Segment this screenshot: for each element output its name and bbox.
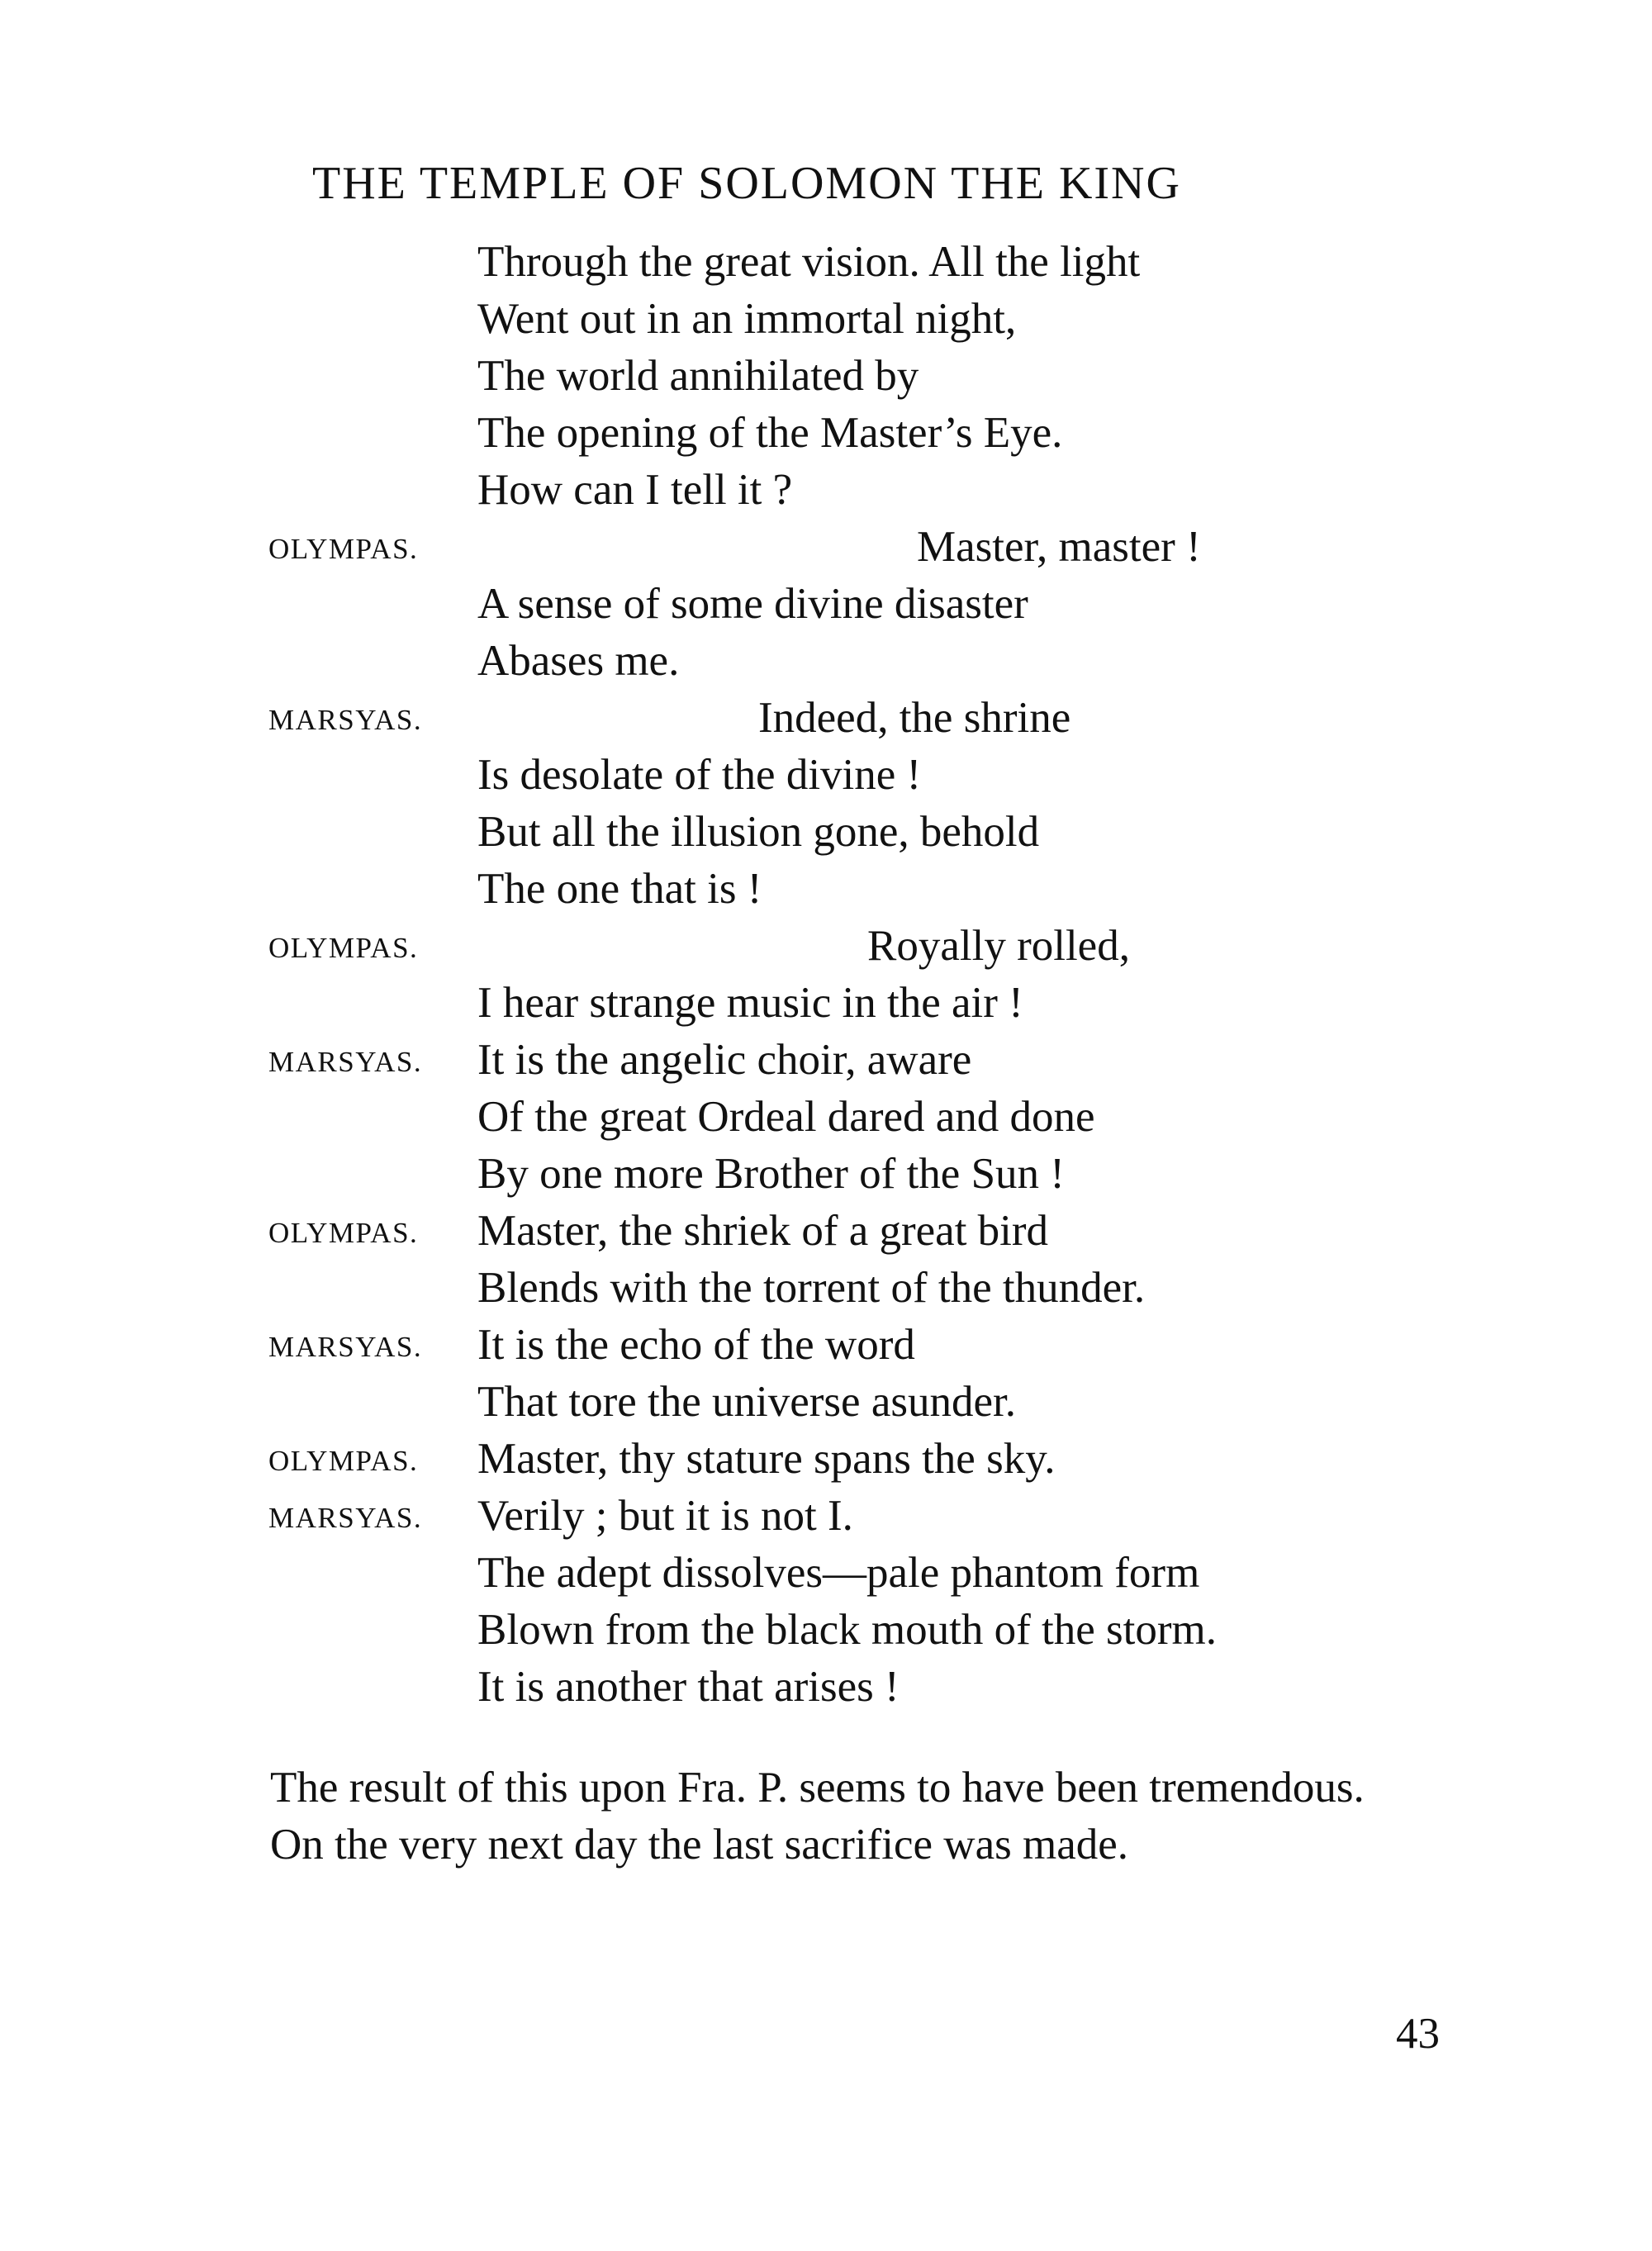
verse-text: It is another that arises ! [477,1663,900,1711]
prose-paragraph: The result of this upon Fra. P. seems to have been tremendous. [270,1764,1365,1812]
verse-text: Indeed, the shrine [758,694,1071,742]
speaker-name: OLYMPAS. [268,1445,419,1477]
verse-line [0,861,1652,918]
verse-text: But all the illusion gone, behold [477,808,1040,856]
verse-text: Blends with the torrent of the thunder. [477,1264,1146,1312]
verse-text: That tore the universe asunder. [477,1378,1016,1426]
verse-line [0,1089,1652,1146]
verse-text: Through the great vision. All the light [477,238,1141,286]
verse-line [0,747,1652,804]
verse-text: The world annihilated by [477,352,919,400]
verse-line [0,1602,1652,1659]
verse-line [0,405,1652,462]
verse-line [0,1431,1652,1488]
verse-line [0,633,1652,690]
speaker-name: MARSYAS. [268,1046,423,1078]
speaker-name: MARSYAS. [268,1331,423,1363]
verse-text: The opening of the Master’s Eye. [477,409,1063,457]
verse-line [0,1659,1652,1716]
speaker-name: OLYMPAS. [268,533,419,565]
verse-line [0,975,1652,1032]
prose-paragraph: On the very next day the last sacrifice was made. [270,1821,1128,1869]
verse-line [0,1488,1652,1545]
speaker-name: OLYMPAS. [268,932,419,964]
verse-line [0,1260,1652,1317]
verse-line [0,1146,1652,1203]
speaker-name: MARSYAS. [268,1502,423,1534]
verse-text: It is the angelic choir, aware [477,1036,972,1084]
speaker-name: MARSYAS. [268,704,423,736]
running-head: THE TEMPLE OF SOLOMON THE KING [312,158,1181,209]
verse-line [0,918,1652,975]
verse-line [0,690,1652,747]
verse-text: A sense of some divine disaster [477,580,1028,628]
verse-text: How can I tell it ? [477,466,793,514]
verse-line [0,1317,1652,1374]
verse-text: Verily ; but it is not I. [477,1492,853,1540]
prose-body [202,1759,1450,1873]
verse-text: Is desolate of the divine ! [477,751,922,799]
verse-line [0,1203,1652,1260]
verse-text: Abases me. [477,637,680,685]
verse-text: The adept dissolves—pale phantom form [477,1549,1200,1597]
verse-text: The one that is ! [477,865,762,913]
verse-dialogue [0,234,1652,1716]
verse-line [0,462,1652,519]
verse-text: Blown from the black mouth of the storm. [477,1606,1217,1654]
verse-text: By one more Brother of the Sun ! [477,1150,1065,1198]
verse-line [0,519,1652,576]
verse-line [0,1545,1652,1602]
verse-line [0,1374,1652,1431]
verse-text: Master, thy stature spans the sky. [477,1435,1056,1483]
speaker-name: OLYMPAS. [268,1217,419,1249]
verse-text: Of the great Ordeal dared and done [477,1093,1095,1141]
verse-line [0,1032,1652,1089]
verse-line [0,576,1652,633]
verse-text: I hear strange music in the air ! [477,979,1023,1027]
verse-text: Master, master ! [917,523,1201,571]
verse-text: Royally rolled, [867,922,1130,970]
page-number: 43 [1396,2010,1440,2058]
verse-text: It is the echo of the word [477,1321,915,1369]
verse-text: Master, the shriek of a great bird [477,1207,1049,1255]
verse-line [0,291,1652,348]
verse-line [0,804,1652,861]
verse-text: Went out in an immortal night, [477,295,1017,343]
verse-line [0,348,1652,405]
verse-line [0,234,1652,291]
